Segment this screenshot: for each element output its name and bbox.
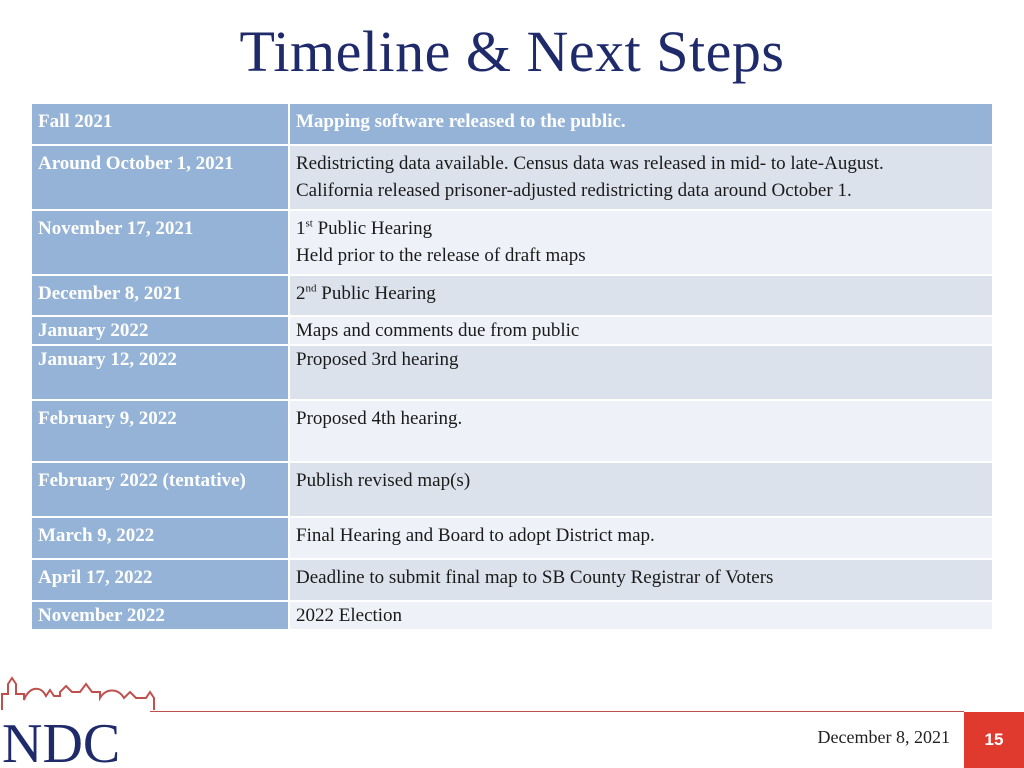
desc-cell: Proposed 3rd hearing [289, 345, 993, 400]
footer-date: December 8, 2021 [817, 727, 950, 747]
date-cell: February 9, 2022 [31, 400, 289, 462]
table-row [31, 145, 993, 210]
desc-line: Redistricting data available. Census data was released in mid- to late-August. [296, 153, 884, 174]
table-row [31, 316, 993, 345]
date-cell: November 2022 [31, 601, 289, 630]
ordinal-suffix: nd [305, 282, 317, 295]
desc-line: California released prisoner-adjusted redistricting data around October 1. [296, 180, 852, 201]
desc-line [296, 215, 986, 242]
desc-cell: Maps and comments due from public [289, 316, 993, 345]
date-cell: November 17, 2021 [31, 210, 289, 275]
desc-cell: Deadline to submit final map to SB County Registrar of Voters [289, 559, 993, 601]
table-row [31, 559, 993, 601]
desc-cell: Publish revised map(s) [289, 462, 993, 517]
table-row [31, 462, 993, 517]
date-cell: January 12, 2022 [31, 345, 289, 400]
timeline-table [30, 102, 994, 631]
ndc-logo [0, 670, 160, 768]
desc-cell: Final Hearing and Board to adopt District map. [289, 517, 993, 559]
date-cell: April 17, 2022 [31, 559, 289, 601]
desc-cell [289, 275, 993, 316]
table-row [31, 345, 993, 400]
slide-title: Timeline & Next Steps [239, 19, 785, 84]
desc-cell: Mapping software released to the public. [289, 103, 993, 145]
page-number: 15 [964, 712, 1024, 768]
desc-cell [289, 210, 993, 275]
date-cell: February 2022 (tentative) [31, 462, 289, 517]
desc-cell: Proposed 4th hearing. [289, 400, 993, 462]
svg-text:NDC: NDC [2, 713, 121, 768]
footer-divider [150, 711, 964, 712]
desc-text: Public Hearing [316, 283, 436, 304]
desc-text: Public Hearing [312, 218, 433, 239]
ordinal-suffix: st [305, 217, 313, 230]
desc-cell: 2022 Election [289, 601, 993, 630]
table-row [31, 400, 993, 462]
ordinal-number: 1 [296, 218, 306, 239]
table-row [31, 103, 993, 145]
date-cell: Fall 2021 [31, 103, 289, 145]
table-row [31, 601, 993, 630]
table-row [31, 517, 993, 559]
date-cell: December 8, 2021 [31, 275, 289, 316]
table-row [31, 210, 993, 275]
desc-line: Held prior to the release of draft maps [296, 245, 586, 266]
desc-cell [289, 145, 993, 210]
ordinal-number: 2 [296, 283, 306, 304]
date-cell: March 9, 2022 [31, 517, 289, 559]
table-row [31, 275, 993, 316]
date-cell: January 2022 [31, 316, 289, 345]
date-cell: Around October 1, 2021 [31, 145, 289, 210]
